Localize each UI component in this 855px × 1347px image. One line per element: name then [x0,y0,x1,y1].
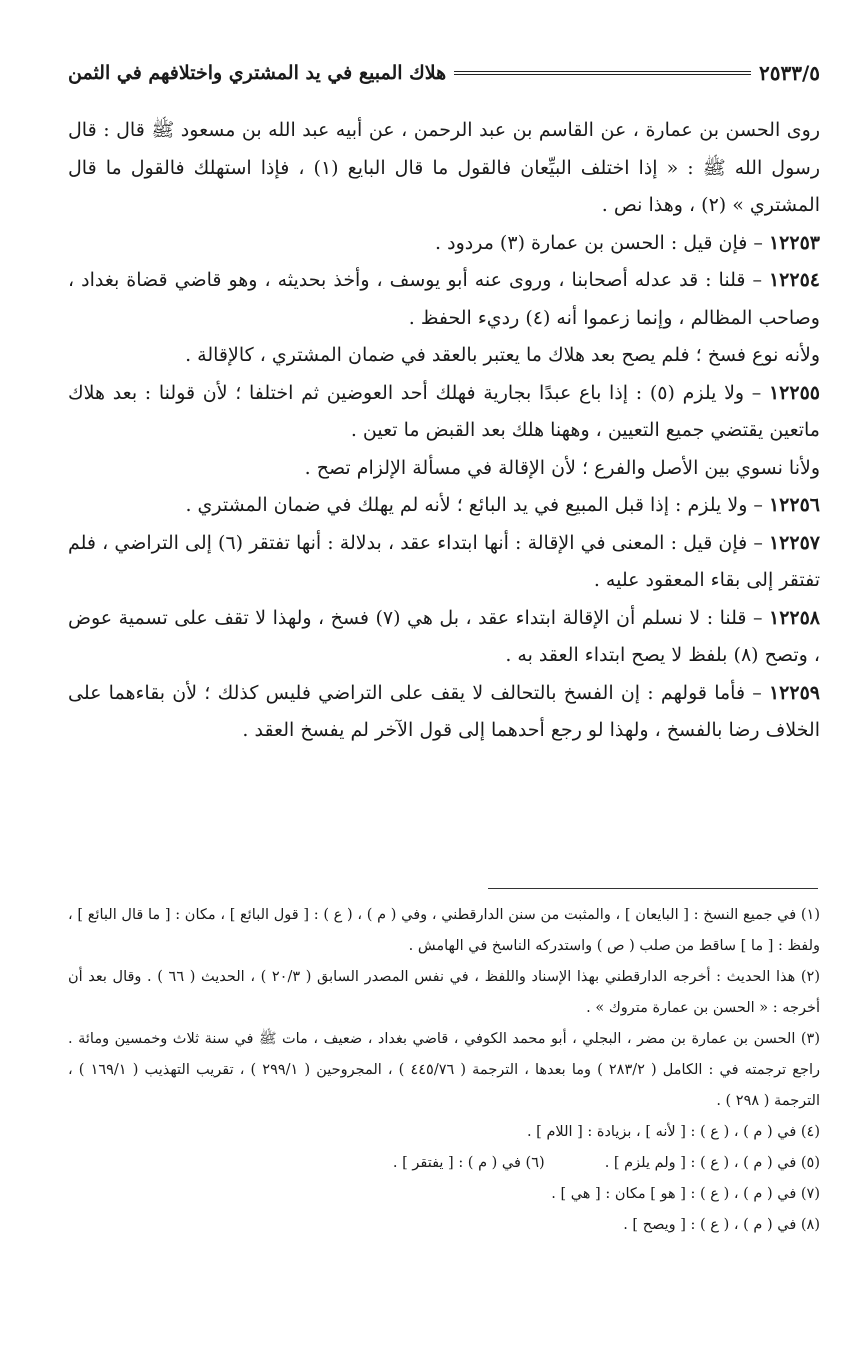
footnote: (١) في جميع النسخ : [ البايعان ] ، والمثبت من سنن الدارقطني ، وفي ( م ) ، ( ع ) : [ قول البائع ] ، مكان : [ ما قال البائع ] ، ولفظ : [ ما ] ساقط من صلب ( ص ) واستدركه الناسخ في الهامش . [68,907,820,954]
paragraph: ١٢٢٥٧ – فإن قيل : المعنى في الإقالة : أنها ابتداء عقد ، بدلالة : أنها تفتقر (٦) إلى التراضي ، فلم تفتقر إلى بقاء المعقود عليه . [68,531,820,591]
issue-number: ١٢٢٥٩ [768,681,820,704]
paragraph: ١٢٢٥٦ – ولا يلزم : إذا قبل المبيع في يد البائع ؛ لأنه لم يهلك في ضمان المشتري . [185,494,820,516]
paragraph: ولأنا نسوي بين الأصل والفرع ؛ لأن الإقالة في مسألة الإلزام تصح . [304,456,820,479]
main-text [68,112,820,912]
paragraph: ١٢٢٥٩ – فأما قولهم : إن الفسخ بالتحالف لا يقف على التراضي فليس كذلك ؛ لأن بقاءهما على الخلاف رضا بالفسخ ، ولهذا لو رجع أحدهما إلى قول الآخر لم يفسخ العقد . [68,681,820,741]
paragraph: ١٢٢٥٣ – فإن قيل : الحسن بن عمارة (٣) مردود . [435,231,820,254]
footnote: (٥) في ( م ) ، ( ع ) : [ ولم يلزم ] . [604,1155,820,1171]
header-rule [454,71,751,75]
footnote: (٦) في ( م ) : [ يفتقر ] . [392,1155,545,1171]
footnote-row [68,1148,820,1179]
running-title: هلاك المبيع في يد المشتري واختلافهم في الثمن [68,62,447,84]
paragraph: ١٢٢٥٥ – ولا يلزم (٥) : إذا باع عبدًا بجارية فهلك أحد العوضين ثم اختلفا ؛ لأن قولنا : بعد هلاك ماتعين يقتضي جميع التعيين ، وههنا هلك بعد القبض ما تعين . [68,381,820,441]
footnote: (٣) الحسن بن عمارة بن مضر ، البجلي ، أبو محمد الكوفي ، قاضي بغداد ، ضعيف ، مات ﷺ في سنة ثلاث وخمسين ومائة . راجع ترجمته في : الكامل ( ٢٨٣/٢ ) وما بعدها ، الترجمة ( ٤٤٥/٧٦ ) ، المجروحين ( ٢٩٩/١ ) ، تقريب التهذيب ( ١٦٩/١ ) ، الترجمة ( ٢٩٨ ) . [68,1031,820,1109]
paragraph: ولأنه نوع فسخ ؛ فلم يصح بعد هلاك ما يعتبر بالعقد في ضمان المشتري ، كالإقالة . [185,344,820,366]
footnote-separator [488,888,818,889]
footnotes [68,900,820,1241]
page-number: ٢٥٣٣/٥ [758,61,820,85]
page-header [68,56,820,90]
issue-number: ١٢٢٥٨ [768,606,821,629]
issue-number: ١٢٢٥٦ [768,494,820,516]
issue-number: ١٢٢٥٤ [768,269,820,291]
footnote: (٨) في ( م ) ، ( ع ) : [ ويصح ] . [623,1217,820,1233]
paragraph: ١٢٢٥٨ – قلنا : لا نسلم أن الإقالة ابتداء عقد ، بل هي (٧) فسخ ، ولهذا لا تقف على تسمية عوض ، وتصح (٨) بلفظ لا يصح ابتداء العقد به . [68,606,821,666]
paragraph: ١٢٢٥٤ – قلنا : قد عدله أصحابنا ، وروى عنه أبو يوسف ، وأخذ بحديثه ، وهو قاضي قضاة بغداد ، وصاحب المظالم ، وإنما زعموا أنه (٤) رديء الحفظ . [68,269,820,329]
footnote: (٢) هذا الحديث : أخرجه الدارقطني بهذا الإسناد واللفظ ، في نفس المصدر السابق ( ٢٠/٣ ) ، الحديث ( ٦٦ ) . وقال بعد أن أخرجه : « الحسن بن عمارة متروك » . [68,969,820,1016]
issue-number: ١٢٢٥٧ [768,531,820,554]
footnote: (٤) في ( م ) ، ( ع ) : [ لأنه ] ، بزيادة : [ اللام ] . [526,1124,820,1140]
issue-number: ١٢٢٥٥ [768,381,820,404]
paragraph: روى الحسن بن عمارة ، عن القاسم بن عبد الرحمن ، عن أبيه عبد الله بن مسعود ﷺ قال : قال رسول الله ﷺ : « إذا اختلف البيِّعان فالقول ما قال البايع (١) ، فإذا استهلك فالقول ما قال المشتري » (٢) ، وهذا نص . [68,119,821,216]
footnote: (٧) في ( م ) ، ( ع ) : [ هو ] مكان : [ هي ] . [551,1186,820,1202]
issue-number: ١٢٢٥٣ [768,231,820,254]
